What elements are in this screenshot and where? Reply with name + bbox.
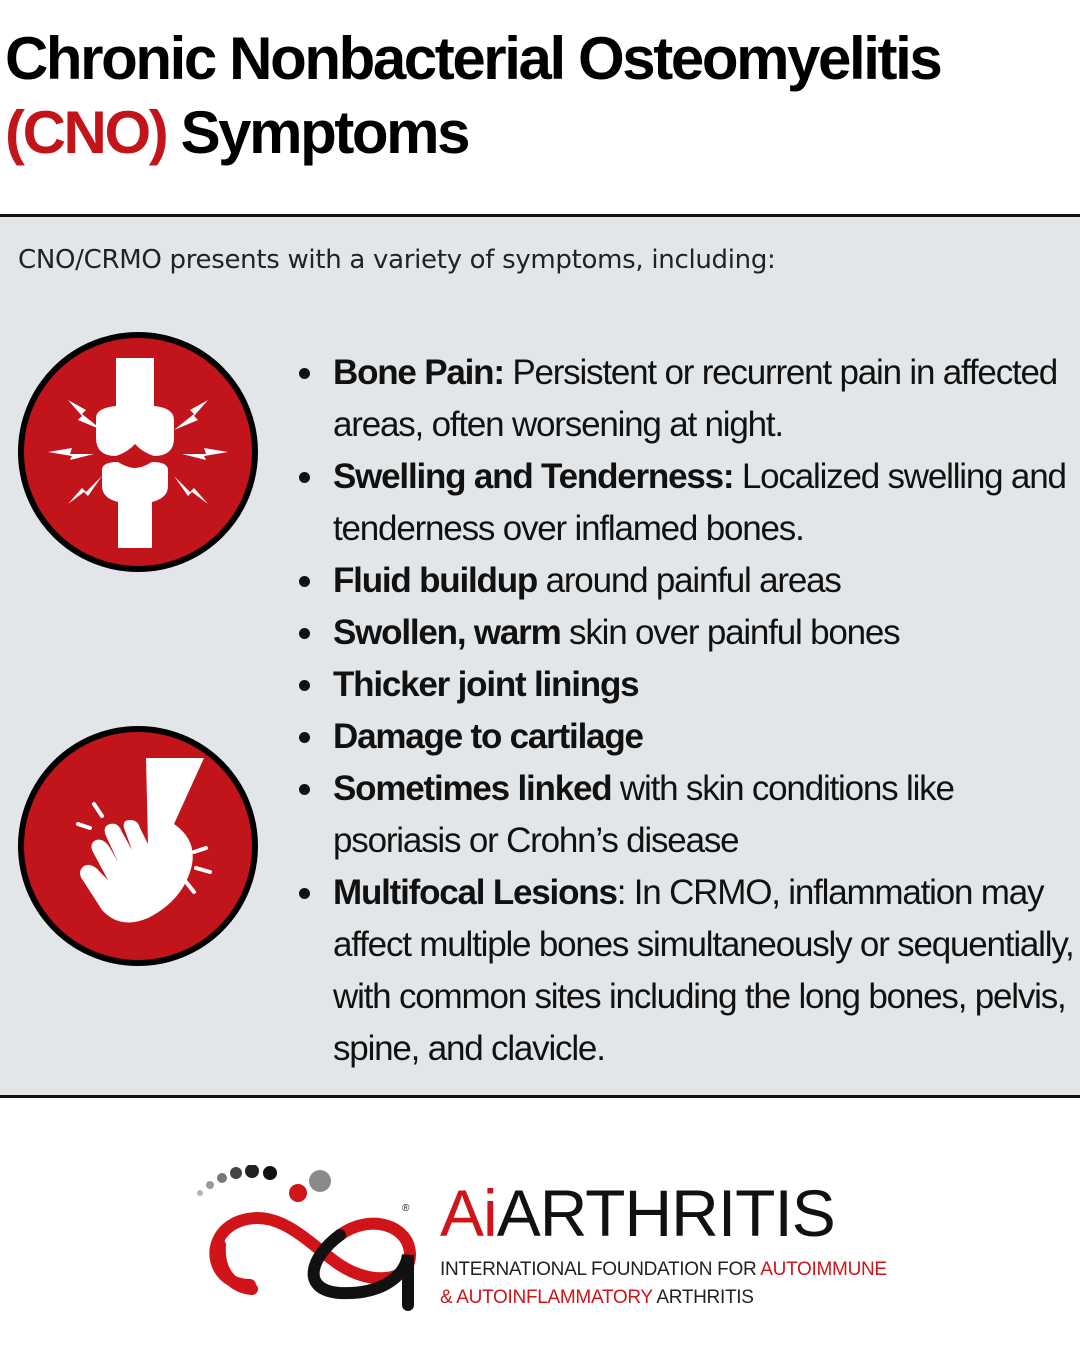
org-line2-dark: ARTHRITIS <box>652 1287 754 1308</box>
title-abbreviation: (CNO) <box>5 99 167 166</box>
org-line1-red: AUTOIMMUNE <box>760 1259 887 1280</box>
symptom-label: Bone Pain: <box>333 353 504 392</box>
org-line1-dark: INTERNATIONAL FOUNDATION FOR <box>440 1259 761 1280</box>
symptom-text: Localized swelling and tenderness over inflamed bones. <box>333 457 1066 548</box>
symptom-label: Fluid buildup <box>333 561 538 600</box>
symptom-text: : In CRMO, inflammation may affect multiple bones simultaneously or sequentially, with common sites including the long bones, pelvis, spine, and clavicle. <box>333 873 1074 1068</box>
symptom-text: with skin conditions like psoriasis or Crohn’s disease <box>333 769 954 860</box>
swollen-hand-icon <box>18 726 258 966</box>
symptom-label: Damage to cartilage <box>333 717 643 756</box>
brand-ai: Ai <box>440 1176 497 1250</box>
symptoms-panel <box>0 214 1080 1098</box>
list-item <box>295 763 1080 867</box>
org-line2-red: & AUTOINFLAMMATORY <box>440 1287 653 1308</box>
list-item <box>295 607 1080 659</box>
symptom-label: Multifocal Lesions <box>333 873 617 912</box>
symptom-text: around painful areas <box>537 561 841 600</box>
knee-joint-pain-icon <box>18 332 258 572</box>
intro-text: CNO/CRMO presents with a variety of symptoms, including: <box>18 245 776 275</box>
list-item <box>295 555 1080 607</box>
symptom-label: Thicker joint linings <box>333 665 639 704</box>
symptom-label: Sometimes linked <box>333 769 612 808</box>
symptoms-list <box>295 347 1080 1075</box>
brand-name <box>440 1175 835 1251</box>
list-item <box>295 451 1080 555</box>
brand-arthritis: ARTHRITIS <box>496 1176 835 1250</box>
list-item <box>295 867 1080 1075</box>
list-item <box>295 347 1080 451</box>
page-title <box>5 22 940 170</box>
title-line-1: Chronic Nonbacterial Osteomyelitis <box>5 25 941 92</box>
registered-mark: ® <box>402 1203 410 1214</box>
list-item <box>295 659 1080 711</box>
symptom-label: Swollen, warm <box>333 613 561 652</box>
title-symptoms-word: Symptoms <box>166 99 469 166</box>
list-item <box>295 711 1080 763</box>
symptom-text: skin over painful bones <box>560 613 900 652</box>
organization-name <box>440 1256 887 1312</box>
title-line-2 <box>5 96 940 170</box>
symptom-label: Swelling and Tenderness: <box>333 457 734 496</box>
symptom-text: Persistent or recurrent pain in affected areas, often worsening at night. <box>333 353 1058 444</box>
